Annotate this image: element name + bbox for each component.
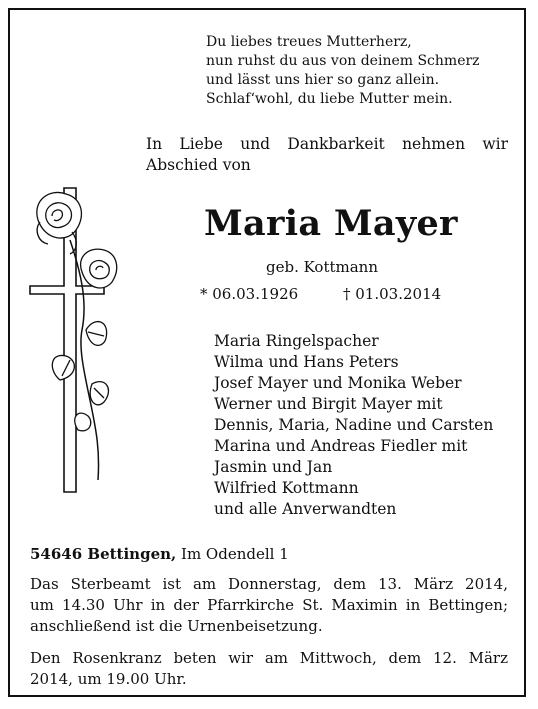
notice-line: anschließend ist die Urnenbeisetzung. — [30, 617, 323, 635]
intro-line: Abschied von — [146, 156, 251, 174]
address-place: 54646 Bettingen, — [30, 545, 177, 563]
notice-line: Den Rosenkranz beten wir am Mittwoch, dem 12. März — [30, 649, 508, 667]
notice-line: 2014, um 19.00 Uhr. — [30, 670, 187, 688]
poem-line: und lässt uns hier so ganz allein. — [206, 72, 440, 88]
intro-line: In Liebe und Dankbarkeit nehmen wir — [146, 135, 508, 153]
deceased-name: Maria Mayer — [204, 203, 458, 244]
notice-line: Das Sterbeamt ist am Donnerstag, dem 13. März 2014, — [30, 575, 508, 593]
cross-with-roses-icon — [20, 180, 120, 500]
list-item: Wilfried Kottmann — [214, 479, 359, 497]
death-date: † 01.03.2014 — [343, 285, 442, 303]
poem-line: Schlaf‘wohl, du liebe Mutter mein. — [206, 91, 453, 107]
list-item: Wilma und Hans Peters — [214, 353, 399, 371]
list-item: Maria Ringelspacher — [214, 332, 379, 350]
mourners-list — [214, 331, 493, 520]
poem — [206, 33, 506, 109]
list-item: Marina und Andreas Fiedler mit — [214, 437, 468, 455]
list-item: Josef Mayer und Monika Weber — [214, 374, 462, 392]
address-street: Im Odendell 1 — [176, 545, 289, 563]
funeral-notice — [30, 574, 508, 637]
maiden-name: geb. Kottmann — [266, 258, 378, 276]
birth-date: * 06.03.1926 — [200, 285, 299, 303]
address — [30, 545, 289, 563]
list-item: und alle Anverwandten — [214, 500, 397, 518]
poem-line: Du liebes treues Mutterherz, — [206, 34, 412, 50]
list-item: Jasmin und Jan — [214, 458, 333, 476]
poem-line: nun ruhst du aus von deinem Schmerz — [206, 53, 480, 69]
list-item: Werner und Birgit Mayer mit — [214, 395, 443, 413]
list-item: Dennis, Maria, Nadine und Carsten — [214, 416, 494, 434]
intro-text — [146, 134, 508, 176]
rosary-notice — [30, 648, 508, 690]
notice-line: um 14.30 Uhr in der Pfarrkirche St. Maximin in Bettingen; — [30, 596, 508, 614]
